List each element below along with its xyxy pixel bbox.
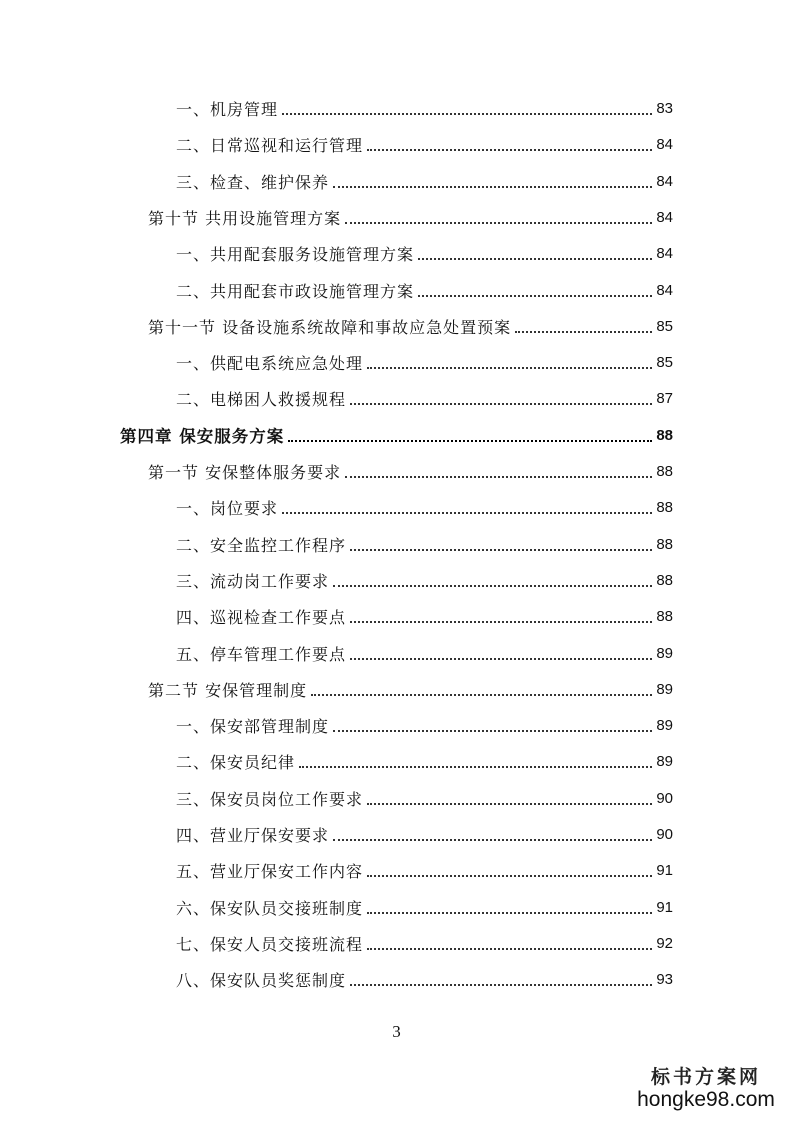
- watermark-url: hongke98.com: [637, 1088, 775, 1111]
- toc-entry[interactable]: [176, 925, 673, 961]
- toc-entry-page: 89: [656, 644, 673, 662]
- toc-leader-dots: [350, 548, 652, 551]
- toc-entry-title: 六、保安队员交接班制度: [176, 898, 364, 918]
- toc-entry-title: 第四章 保安服务方案: [120, 427, 285, 446]
- toc-leader-dots: [367, 947, 652, 950]
- toc-entry-page: 91: [656, 898, 673, 916]
- toc-leader-dots: [515, 330, 652, 333]
- toc-entry-page: 88: [656, 535, 673, 553]
- toc-leader-dots: [367, 911, 652, 914]
- toc-leader-dots: [367, 366, 652, 369]
- toc-entry[interactable]: [176, 635, 673, 671]
- toc-entry-page: 90: [656, 789, 673, 807]
- toc-leader-dots: [350, 657, 652, 660]
- toc-entry-title: 第一节 安保整体服务要求: [148, 462, 342, 482]
- toc-entry[interactable]: [148, 308, 673, 344]
- toc-entry[interactable]: [176, 272, 673, 308]
- page-number: 3: [392, 1022, 401, 1041]
- toc-entry-title: 五、营业厅保安工作内容: [176, 861, 364, 881]
- toc-leader-dots: [350, 983, 652, 986]
- toc-entry-title: 一、岗位要求: [176, 498, 279, 518]
- toc-entry-page: 90: [656, 825, 673, 843]
- toc-entry-page: 84: [656, 244, 673, 262]
- toc-entry-title: 第十一节 设备设施系统故障和事故应急处置预案: [148, 317, 512, 337]
- toc-entry[interactable]: [176, 780, 673, 816]
- toc-entry-page: 84: [656, 172, 673, 190]
- toc-entry-title: 四、巡视检查工作要点: [176, 607, 347, 627]
- toc-entry[interactable]: [176, 526, 673, 562]
- toc-entry-title: 二、保安员纪律: [176, 752, 296, 772]
- toc-entry[interactable]: [176, 889, 673, 925]
- toc-entry[interactable]: [176, 743, 673, 779]
- toc-entry[interactable]: [148, 199, 673, 235]
- toc-entry[interactable]: [120, 417, 673, 453]
- toc-leader-dots: [333, 838, 652, 841]
- toc-entry-page: 88: [656, 426, 673, 444]
- toc-entry-title: 二、安全监控工作程序: [176, 535, 347, 555]
- toc-entry-page: 92: [656, 934, 673, 952]
- toc-entry-page: 84: [656, 208, 673, 226]
- toc-leader-dots: [345, 221, 652, 224]
- toc-entry-title: 二、电梯困人救援规程: [176, 389, 347, 409]
- toc-leader-dots: [367, 148, 652, 151]
- toc-entry-page: 89: [656, 680, 673, 698]
- toc-leader-dots: [299, 765, 652, 768]
- toc-entry-page: 88: [656, 607, 673, 625]
- toc-entry[interactable]: [176, 562, 673, 598]
- toc-entry-page: 85: [656, 317, 673, 335]
- toc-entry-title: 八、保安队员奖惩制度: [176, 970, 347, 990]
- toc-leader-dots: [350, 620, 652, 623]
- toc-entry-title: 一、机房管理: [176, 99, 279, 119]
- toc-leader-dots: [333, 729, 652, 732]
- toc-entry-title: 三、检查、维护保养: [176, 172, 330, 192]
- toc-entry-page: 88: [656, 498, 673, 516]
- toc-entry[interactable]: [176, 489, 673, 525]
- toc-entry-title: 二、共用配套市政设施管理方案: [176, 281, 415, 301]
- toc-entry-title: 三、保安员岗位工作要求: [176, 789, 364, 809]
- toc-leader-dots: [418, 257, 652, 260]
- toc-entry[interactable]: [176, 163, 673, 199]
- toc-entry-page: 85: [656, 353, 673, 371]
- toc-entry[interactable]: [176, 90, 673, 126]
- toc-entry[interactable]: [176, 852, 673, 888]
- toc-entry-page: 93: [656, 970, 673, 988]
- toc-entry-page: 84: [656, 135, 673, 153]
- toc-entry-title: 三、流动岗工作要求: [176, 571, 330, 591]
- toc-entry-page: 91: [656, 861, 673, 879]
- toc-entry[interactable]: [176, 126, 673, 162]
- toc-entry-title: 二、日常巡视和运行管理: [176, 135, 364, 155]
- toc-entry-title: 第十节 共用设施管理方案: [148, 208, 342, 228]
- toc-leader-dots: [367, 874, 652, 877]
- watermark-name: 标书方案网: [650, 1066, 761, 1088]
- toc-entry[interactable]: [176, 235, 673, 271]
- toc-entry[interactable]: [176, 961, 673, 997]
- toc-leader-dots: [311, 693, 652, 696]
- toc-leader-dots: [333, 185, 652, 188]
- toc-entry-page: 87: [656, 389, 673, 407]
- toc-entry-page: 84: [656, 281, 673, 299]
- toc-entry-title: 第二节 安保管理制度: [148, 680, 308, 700]
- toc-entry-title: 一、供配电系统应急处理: [176, 353, 364, 373]
- toc-leader-dots: [367, 802, 652, 805]
- toc-entry-title: 五、停车管理工作要点: [176, 644, 347, 664]
- toc-entry-page: 88: [656, 571, 673, 589]
- toc-entry-title: 七、保安人员交接班流程: [176, 934, 364, 954]
- toc-entry[interactable]: [176, 380, 673, 416]
- toc-entry[interactable]: [148, 453, 673, 489]
- toc-leader-dots: [282, 511, 652, 514]
- toc-entry-page: 89: [656, 716, 673, 734]
- toc-leader-dots: [333, 584, 652, 587]
- toc-entry[interactable]: [176, 816, 673, 852]
- toc-entry-page: 88: [656, 462, 673, 480]
- toc-entry[interactable]: [176, 707, 673, 743]
- toc-entry-title: 一、共用配套服务设施管理方案: [176, 244, 415, 264]
- toc-entry-title: 四、营业厅保安要求: [176, 825, 330, 845]
- watermark-logo: [631, 1066, 781, 1112]
- toc-leader-dots: [418, 294, 652, 297]
- toc-leader-dots: [345, 475, 652, 478]
- toc-entry[interactable]: [176, 344, 673, 380]
- toc-leader-dots: [282, 112, 652, 115]
- toc-leader-dots: [350, 402, 652, 405]
- toc-entry-page: 83: [656, 99, 673, 117]
- toc-leader-dots: [288, 439, 652, 442]
- toc-entry-page: 89: [656, 752, 673, 770]
- toc-entry[interactable]: [148, 671, 673, 707]
- toc-entry-title: 一、保安部管理制度: [176, 716, 330, 736]
- toc-entry[interactable]: [176, 598, 673, 634]
